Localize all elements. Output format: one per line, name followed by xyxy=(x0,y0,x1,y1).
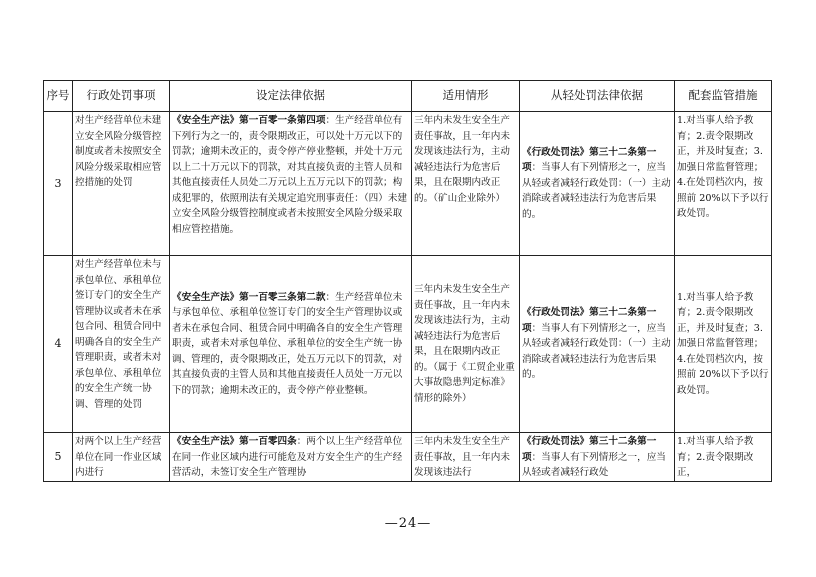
penalty-item: 对生产经营单位未与承包单位、承租单位签订专门的安全生产管理协议或者未在承包合同、租赁合同中明确各自的安全生产管理职责，或者未对承包单位、承租单位的安全生产统一协调、管理的处罚 xyxy=(73,256,170,433)
legal-basis xyxy=(170,433,412,482)
supervision-measures xyxy=(675,433,772,482)
page-number: —24— xyxy=(384,516,432,531)
header-measures: 配套监管措施 xyxy=(675,81,772,112)
penalty-item-text: 对两个以上生产经营单位在同一作业区域内进行 xyxy=(75,436,162,478)
table-row xyxy=(44,256,772,433)
legal-basis-title: 《安全生产法》第一百零一条第四项 xyxy=(172,115,326,126)
header-basis: 设定法律依据 xyxy=(170,81,412,112)
row-number: 3 xyxy=(44,112,73,256)
legal-basis-title: 《安全生产法》第一百零四条 xyxy=(172,436,297,447)
header-item: 行政处罚事项 xyxy=(73,81,170,112)
measures-text: 1.对当事人给予教育；2.责令限期改正， xyxy=(677,436,754,478)
header-seq: 序号 xyxy=(44,81,73,112)
legal-basis xyxy=(170,112,412,256)
applicable-situation: 三年内未发生安全生产责任事故，且一年内未发现该违法行为，主动减轻违法行为危害后果，且在限期内改正的。（属于《工贸企业重大事故隐患判定标准》情形的除外） xyxy=(412,256,520,433)
lenient-basis xyxy=(520,433,675,482)
supervision-measures: 1.对当事人给予教育；2.责令限期改正，并及时复查；3.加强日常监督管理；4.在处罚档次内，按照前 20%以下予以行政处罚。 xyxy=(675,256,772,433)
lenient-basis xyxy=(520,256,675,433)
row-number: 5 xyxy=(44,433,73,482)
legal-basis xyxy=(170,256,412,433)
lenient-basis-text: ：当事人有下列情形之一，应当从轻或者减轻行政处罚：（一）主动消除或者减轻违法行为危害后果的。 xyxy=(522,162,671,220)
penalty-item: 对生产经营单位未建立安全风险分级管控制度或者未按照安全风险分级采取相应管控措施的处罚 xyxy=(73,112,170,256)
legal-basis-title: 《安全生产法》第一百零三条第二款 xyxy=(172,291,326,303)
situation-text: 三年内未发生安全生产责任事故，且一年内未发现该违法行 xyxy=(414,436,510,478)
penalty-item xyxy=(73,433,170,482)
lenient-basis-title: 《行政处罚法》第三十二条第一项 xyxy=(522,436,657,463)
header-situation: 适用情形 xyxy=(412,81,520,112)
legal-basis-clip xyxy=(172,434,409,480)
legal-basis-text: ：生产经营单位有下列行为之一的，责令限期改正，可以处十万元以下的罚款；逾期未改正的，责令停产停业整顿，并处十万元以上二十万元以下的罚款，对其直接负责的主管人员和其他直接责任人员处二万元以上五万元以下的罚款；构成犯罪的，依照刑法有关规定追究刑事责任：（四）未建立安全风险分级管控制度或者未按照安全风险分级采取相应管控措施。 xyxy=(172,115,408,235)
lenient-basis-title: 《行政处罚法》第三十二条第一项 xyxy=(522,146,657,174)
supervision-measures: 1.对当事人给予教育；2.责令限期改正，并及时复查；3.加强日常监督管理；4.在处罚档次内，按照前 20%以下予以行政处罚。 xyxy=(675,112,772,256)
applicable-situation xyxy=(412,433,520,482)
applicable-situation: 三年内未发生安全生产责任事故，且一年内未发现该违法行为，主动减轻违法行为危害后果，且在限期内改正的。（矿山企业除外） xyxy=(412,112,520,256)
table-row xyxy=(44,433,772,482)
header-lenient: 从轻处罚法律依据 xyxy=(520,81,675,112)
table-header-row xyxy=(44,81,772,112)
lenient-basis-clip xyxy=(522,434,672,480)
penalty-table xyxy=(43,80,772,482)
table-row xyxy=(44,112,772,256)
lenient-basis-text: ：当事人有下列情形之一，应当从轻或者减轻行政处 xyxy=(522,451,666,478)
lenient-basis xyxy=(520,112,675,256)
row-number: 4 xyxy=(44,256,73,433)
legal-basis-text: ：两个以上生产经营单位在同一作业区域内进行可能危及对方安全生产的生产经营活动，未签订安全生产管理协 xyxy=(172,436,403,478)
legal-basis-text: ：生产经营单位未与承包单位、承租单位签订专门的安全生产管理协议或者未在承包合同、租赁合同中明确各自的安全生产管理职责，或者未对承包单位、承租单位的安全生产统一协调、管理的，责令限期改正，处五万元以下的罚款，对其直接负责的主管人员和其他直接责任人员处一万元以下的罚款；逾期未改正的，责令停产停业整顿。 xyxy=(172,291,403,396)
lenient-basis-title: 《行政处罚法》第三十二条第一项 xyxy=(522,307,657,334)
lenient-basis-text: ：当事人有下列情形之一，应当从轻或者减轻行政处罚：（一）主动消除或者减轻违法行为危害后果的。 xyxy=(522,322,671,381)
